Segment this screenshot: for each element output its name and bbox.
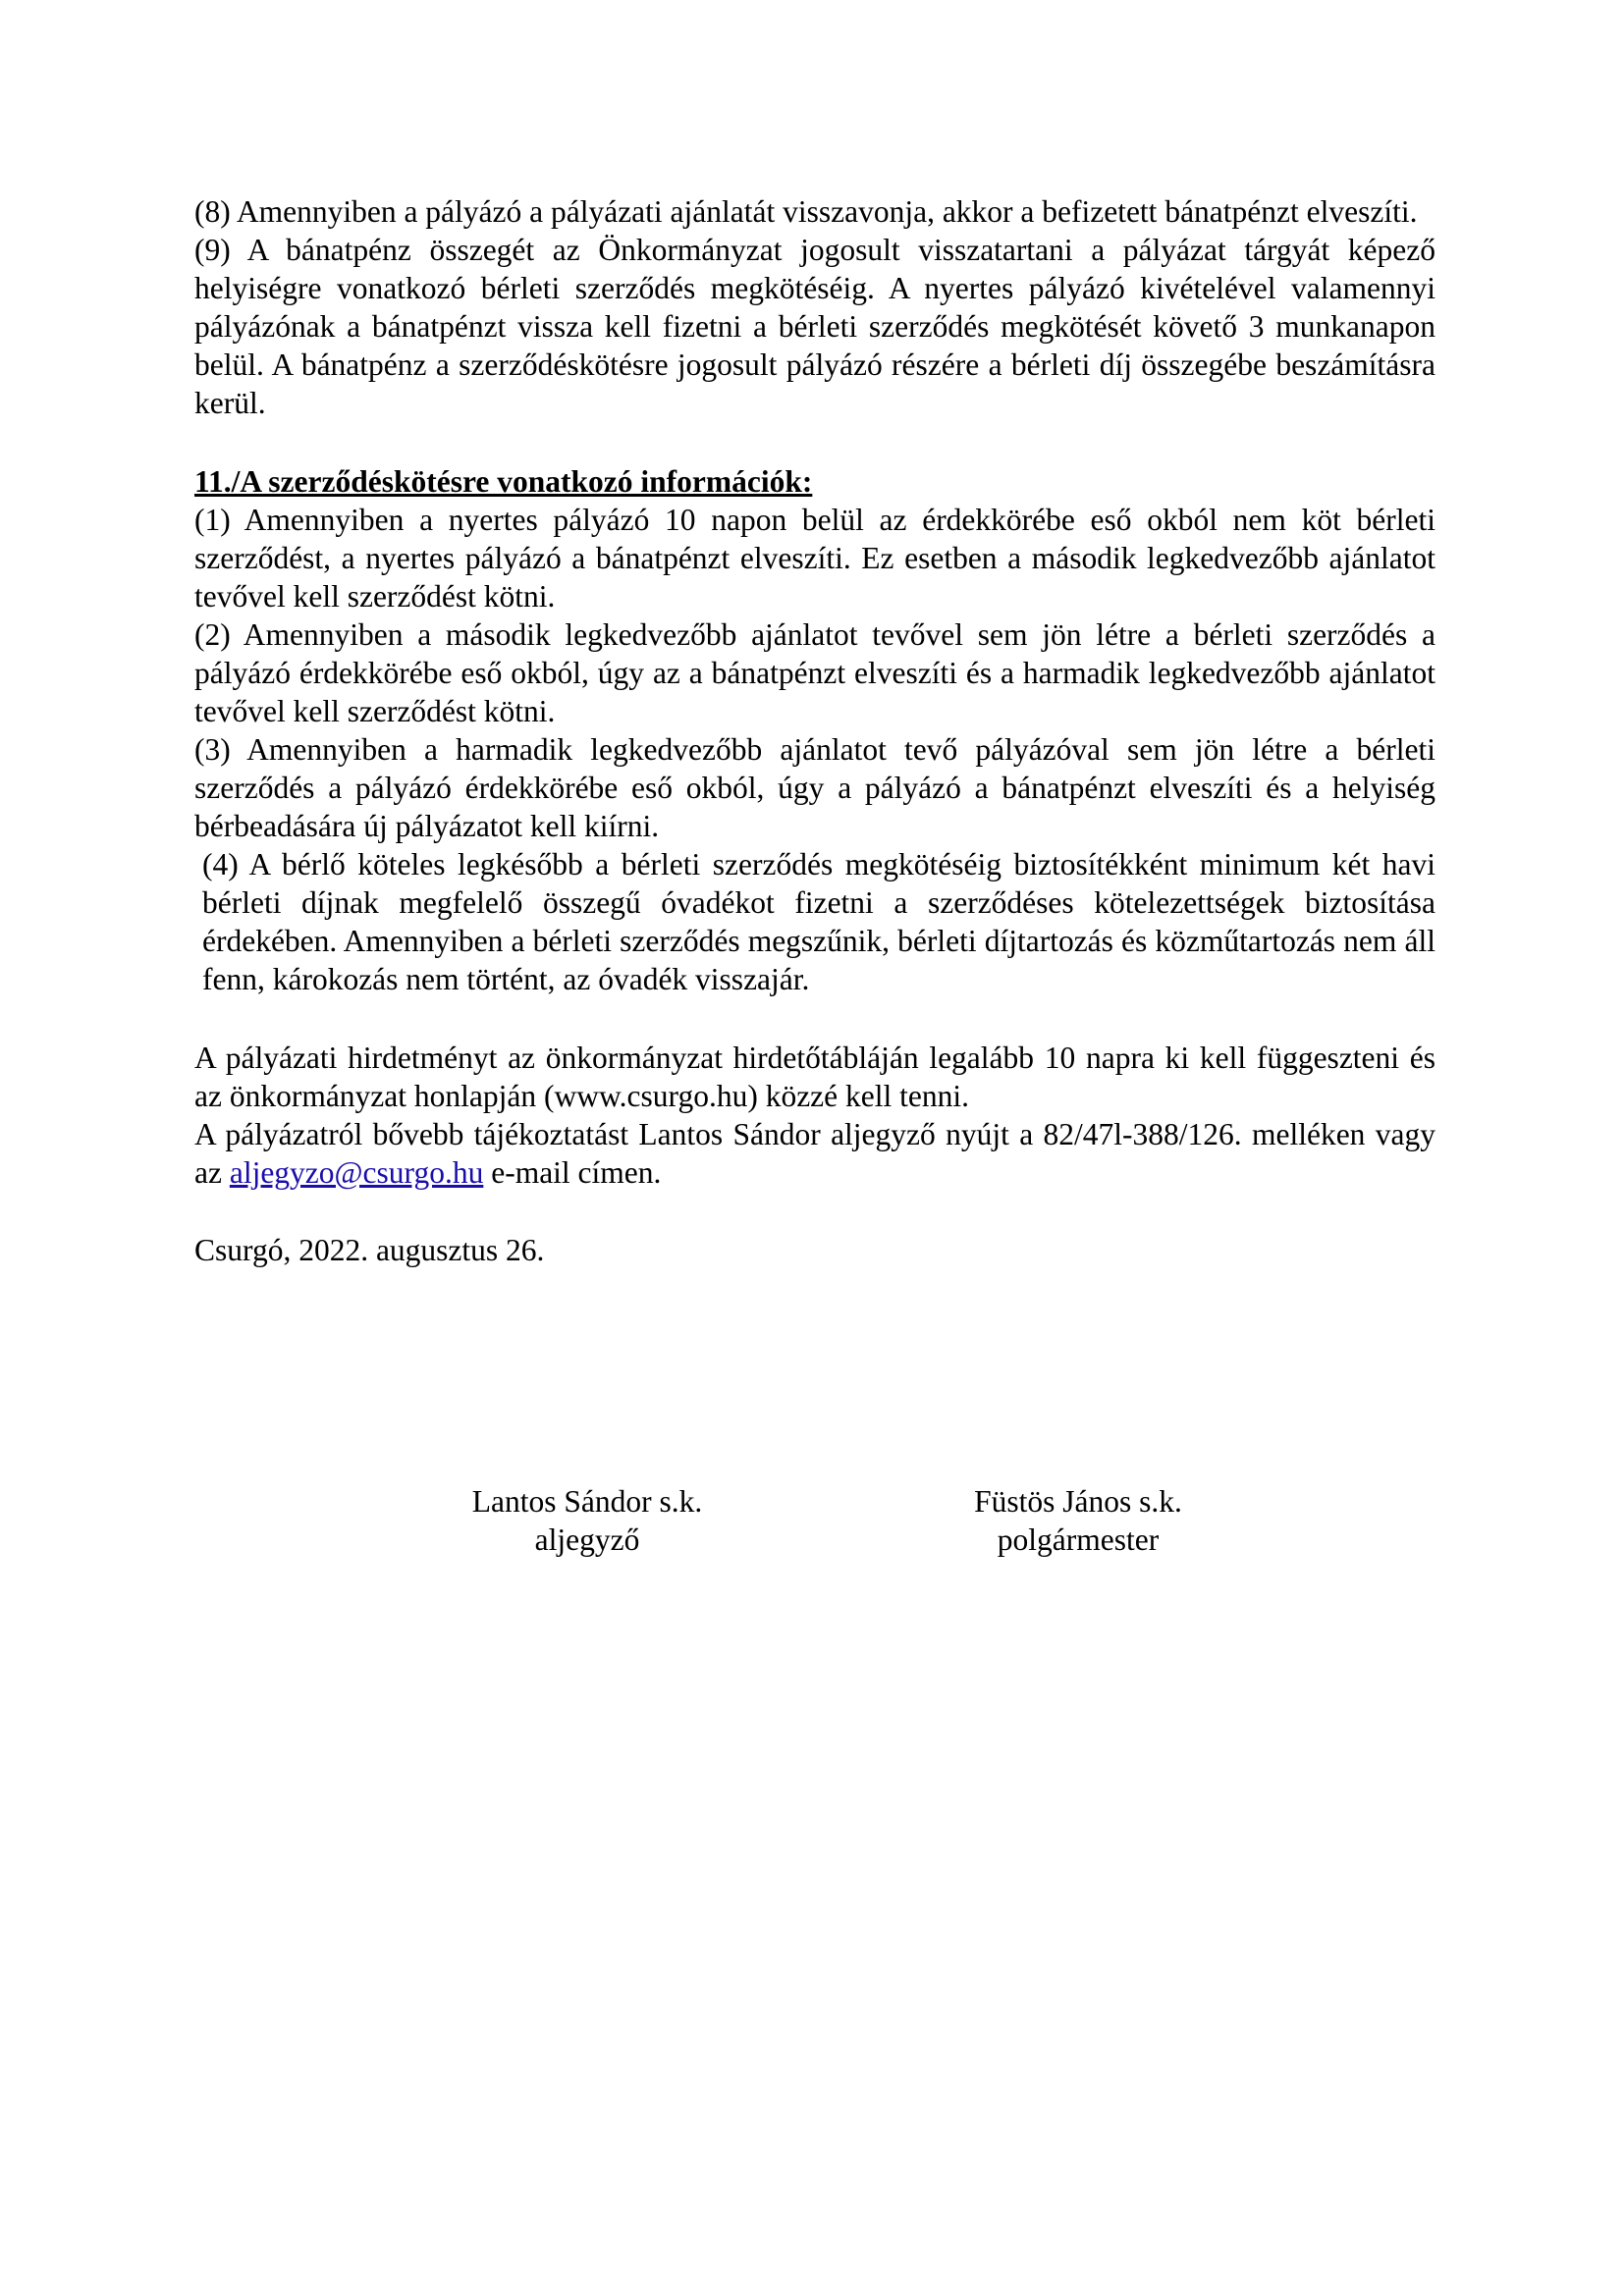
signature-right [882,1482,1274,1559]
section-11-paragraph-3: (3) Amennyiben a harmadik legkedvezőbb ajánlatot tevő pályázóval sem jön létre a bérleti szerződés a pályázó érdekkörébe eső okból, úgy a pályázó a bánatpénzt elveszíti és a helyiség bérbeadására új pályázatot kell kiírni. [194,732,1435,843]
signer-title-right: polgármester [997,1522,1160,1557]
paragraph-8: (8) Amennyiben a pályázó a pályázati ajánlatát visszavonja, akkor a befizetett bánatpénzt elveszíti. [194,194,1418,229]
signature-block [0,1482,1624,1561]
section-11-paragraph-1: (1) Amennyiben a nyertes pályázó 10 napon belül az érdekkörébe eső okból nem köt bérleti szerződést, a nyertes pályázó a bánatpénzt elveszíti. Ez esetben a második legkedvezőbb ajánlatot tevővel kell szerződést kötni. [194,503,1435,614]
spacer [194,422,1435,460]
info-line-1: A pályázatról bővebb tájékoztatást Lantos Sándor aljegyző nyújt a 82/47l-388/126. melléken [194,1117,1366,1151]
paragraph-9: (9) A bánatpénz összegét az Önkormányzat jogosult visszatartani a pályázat tárgyát képező helyiségre vonatkozó bérleti szerződés megkötéséig. A nyertes pályázó kivételével valamennyi pályázónak a bánatpénzt vissza kell fizetni a bérleti szerződés megkötését követő 3 munkanapon belül. A bánatpénz a szerződéskötésre jogosult pályázó részére a bérleti díj összegébe beszámításra kerül. [194,233,1435,420]
section-11-heading: 11./A szerződéskötésre vonatkozó információk: [194,464,813,499]
signature-left [391,1482,784,1559]
signer-title-left: aljegyző [534,1522,640,1557]
date-line: Csurgó, 2022. augusztus 26. [194,1233,545,1267]
section-11-paragraph-4: (4) A bérlő köteles legkésőbb a bérleti szerződés megkötéséig biztosítékként minimum két havi bérleti díjnak megfelelő összegű óvadékot fizetni a szerződéses kötelezettségek biztosítása érdekében. Amennyiben a bérleti szerződés megszűnik, bérleti díjtartozás és közműtartozás nem áll fenn, károkozás nem történt, az óvadék visszajár. [202,847,1435,996]
signer-name-right: Füstös János s.k. [974,1484,1182,1519]
document-body [194,192,1435,1269]
spacer [194,998,1435,1037]
info-paragraph [194,1115,1435,1192]
signer-name-left: Lantos Sándor s.k. [471,1484,703,1519]
info-suffix: e-mail címen. [491,1155,662,1190]
email-link[interactable]: aljegyzo@csurgo.hu [229,1155,484,1190]
publication-paragraph: A pályázati hirdetményt az önkormányzat hirdetőtábláján legalább 10 napra ki kell függeszteni és az önkormányzat honlapján (www.csurgo.hu) közzé kell tenni. [194,1041,1435,1113]
section-11-paragraph-2: (2) Amennyiben a második legkedvezőbb ajánlatot tevővel sem jön létre a bérleti szerződés a pályázó érdekkörébe eső okból, úgy az a bánatpénzt elveszíti és a harmadik legkedvezőbb ajánlatot tevővel kell szerződést kötni. [194,617,1435,728]
info-prefix: vagy az [194,1117,1436,1190]
